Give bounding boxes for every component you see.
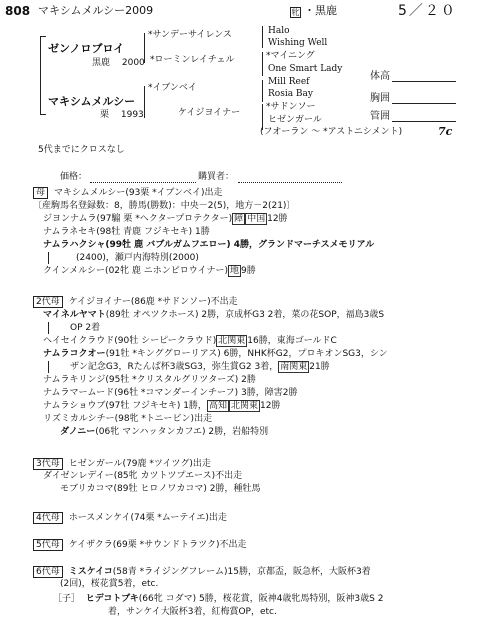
dam-dam: ケイジヨイナー	[178, 108, 241, 118]
fourth-dam-head-text: ホースメンケイ(74栗 *ムーテイエ)出走	[68, 513, 227, 523]
second-dam-line-4: ナムラコクオー(91牡 *キンググローリアス) 6勝，NHK杯G2，プロキオンSG3，シン	[43, 349, 388, 359]
third-dam-head	[33, 458, 211, 470]
birth-date: 5／２０	[398, 3, 457, 19]
dam-tag: 母	[33, 187, 48, 199]
sixth-dam-head-text: (58青 *ライジングフレーム)15勝，京都盃，阪急杯，大阪杯3着	[112, 567, 371, 577]
second-dam-line-3: ヘイセイクラウド(90牡 シーピークラウド) 北関東 16勝，東海ゴールドC	[43, 336, 337, 346]
height-field-line[interactable]	[392, 81, 456, 82]
chest-field-line[interactable]	[392, 103, 456, 104]
horse-title: マキシムメルシー2009	[38, 4, 154, 17]
fifth-dam-head	[33, 539, 247, 551]
dam-line-bar	[48, 252, 49, 264]
fifth-dam-tag: 5代母	[33, 539, 63, 551]
sire-detail: 黒鹿 2000	[92, 58, 145, 68]
dam-sire: *イブンベイ	[148, 83, 197, 93]
ssd: Wishing Well	[268, 38, 328, 48]
sixth-dam-line-2: (2回)，桜花賞5着，etc.	[60, 579, 159, 589]
sdd: One Smart Lady	[268, 64, 343, 74]
third-dam-line-1: ダイゼンレデイー(85牝 カツトツプエース)不出走	[43, 471, 243, 481]
second-dam-line-8: ナムラショウブ(97牡 フジキセキ) 1勝， 高知 北関東 12勝	[43, 401, 281, 411]
dam-name: マキシムメルシー	[48, 95, 136, 108]
sixth-dam-child-line-2: 着，サンケイ大阪杯3着，紅梅賞OP，etc.	[108, 607, 277, 617]
sex-coat: ・黒鹿	[304, 4, 337, 17]
sixth-dam-child-line: ［子］ ヒデコトブキ(66牝 コダマ) 5勝，桜花賞，阪神4歳牝馬特別，阪神3歳S 2	[53, 594, 384, 604]
ddd: ヒゼンガール	[268, 115, 322, 125]
sire-name: ゼンノロブロイ	[48, 42, 125, 55]
second-dam-line-2: OP 2着	[70, 323, 101, 333]
dss: Mill Reef	[268, 77, 310, 87]
price-field[interactable]	[90, 182, 196, 183]
family-line: (フオーラン ～ *アストニシメント)	[260, 127, 403, 137]
sds: *マイニング	[266, 51, 315, 61]
bracket-main	[40, 36, 41, 114]
second-dam-line-5-badge: 南関東	[280, 362, 308, 372]
second-dam-head	[33, 296, 238, 308]
dam-line-2-badge: 障	[234, 214, 244, 224]
lot-number: 808	[5, 4, 31, 18]
buyer-label: 購買者：	[198, 172, 235, 182]
second-dam-line-5: ザン記念G3，Rたんぱ杯3歳SG3，弥生賞G2 3着， 南関東 21勝	[70, 362, 330, 372]
price-label: 価格：	[60, 172, 88, 182]
second-dam-line-9: リズミカルシチー(98牝 *トニービン)出走	[43, 414, 213, 424]
dam-line-6: クインメルシー(02牝 鹿 ニホンピロウイナー) 地 9勝	[43, 266, 256, 276]
sex-mark-badge: 牝	[291, 8, 300, 17]
dds: *サドンソー	[266, 102, 316, 112]
second-dam-line-1: マイネルヤマト(89牡 オペツクホース) 2勝，京成杯G3 2着，菜の花SOP，福島3歳S	[43, 310, 385, 320]
height-label: 体高	[370, 71, 390, 82]
child-name: ヒデコトブキ	[85, 594, 139, 604]
sixth-dam-head	[33, 566, 371, 578]
bracket-ds	[262, 80, 263, 102]
second-dam-line-3-badge: 北関東	[218, 336, 246, 346]
third-dam-line-2: モブリカコマ(89牡 ヒロノワカコマ) 2勝，種牡馬	[60, 484, 261, 494]
second-dam-bar-2	[48, 361, 49, 373]
dam-line-1: 〔産駒馬名登録数：8，勝馬(勝数)：中央－2(5)，地方－2(21)〕	[33, 201, 296, 211]
dam-line-5: (2400)，瀬戸内海特別(2000)	[76, 253, 199, 263]
inbreeding-note: 5代までにクロスなし	[38, 145, 125, 155]
chest-label: 胸囲	[370, 93, 390, 104]
bracket-ss	[262, 26, 263, 48]
dam-line-2: ジヨンナムラ(97騸 栗 *ヘクタープロテクター) 障 中国 12勝	[43, 214, 288, 224]
bracket-main-bottom	[40, 114, 46, 115]
dam-section-head	[33, 187, 223, 199]
second-dam-line-10: ダノニー(06牝 マンハッタンカフエ) 2勝，岩船特別	[60, 427, 269, 437]
dam-line-4: ナムラハクシャ(99牡 鹿 バブルガムフエロー) 4勝，グランドマーチスメモリアル	[43, 240, 375, 250]
sex-mark	[290, 4, 301, 18]
second-dam-head-text: ケイジヨイナー(86鹿 *サドンソー)不出走	[68, 297, 238, 307]
second-dam-bar-1	[48, 322, 49, 334]
dam-line-2-badge-2: 中国	[247, 214, 266, 224]
bracket-dam	[144, 86, 145, 118]
second-dam-line-8-badge-2: 北関東	[230, 401, 258, 411]
second-dam-tag: 2代母	[33, 296, 63, 308]
family-number: 7c	[438, 125, 453, 138]
fourth-dam-head	[33, 512, 227, 524]
bracket-sd	[262, 52, 263, 76]
sixth-dam-tag: 6代母	[33, 566, 63, 578]
cannon-field-line[interactable]	[392, 121, 456, 122]
buyer-field[interactable]	[238, 182, 342, 183]
dam-head-text: マキシムメルシー(93栗 *イブンベイ)出走	[54, 188, 223, 198]
sire-sire: *サンデーサイレンス	[148, 30, 232, 40]
dam-line-3: ナムラネセキ(98牡 青鹿 フジキセキ) 1勝	[43, 227, 210, 237]
sss: Halo	[268, 26, 290, 36]
dsd: Rosia Bay	[268, 89, 313, 99]
dam-detail: 栗 1993	[100, 110, 144, 120]
third-dam-tag: 3代母	[33, 458, 63, 470]
second-dam-line-7: ナムラマームード(96牡 *コマンダーインチーフ) 3勝，障害2勝	[43, 388, 298, 398]
sire-dam: *ローミンレイチェル	[150, 55, 235, 65]
bracket-main-top	[40, 36, 46, 37]
fifth-dam-head-text: ケイザクラ(69栗 *サウンドトラツク)不出走	[68, 540, 247, 550]
second-dam-line-6: ナムラキリンジ(95牡 *クリスタルグリツターズ) 2勝	[43, 375, 256, 385]
sixth-dam-name: ミスケイコ	[68, 567, 113, 577]
cannon-label: 管囲	[370, 111, 390, 122]
fourth-dam-tag: 4代母	[33, 512, 63, 524]
dam-line-6-badge: 地	[229, 266, 239, 276]
child-tag: ［子］	[53, 594, 81, 604]
second-dam-line-8-badge: 高知	[208, 401, 227, 411]
third-dam-head-text: ヒゼンガール(79鹿 *ツイツグ)出走	[68, 459, 211, 469]
